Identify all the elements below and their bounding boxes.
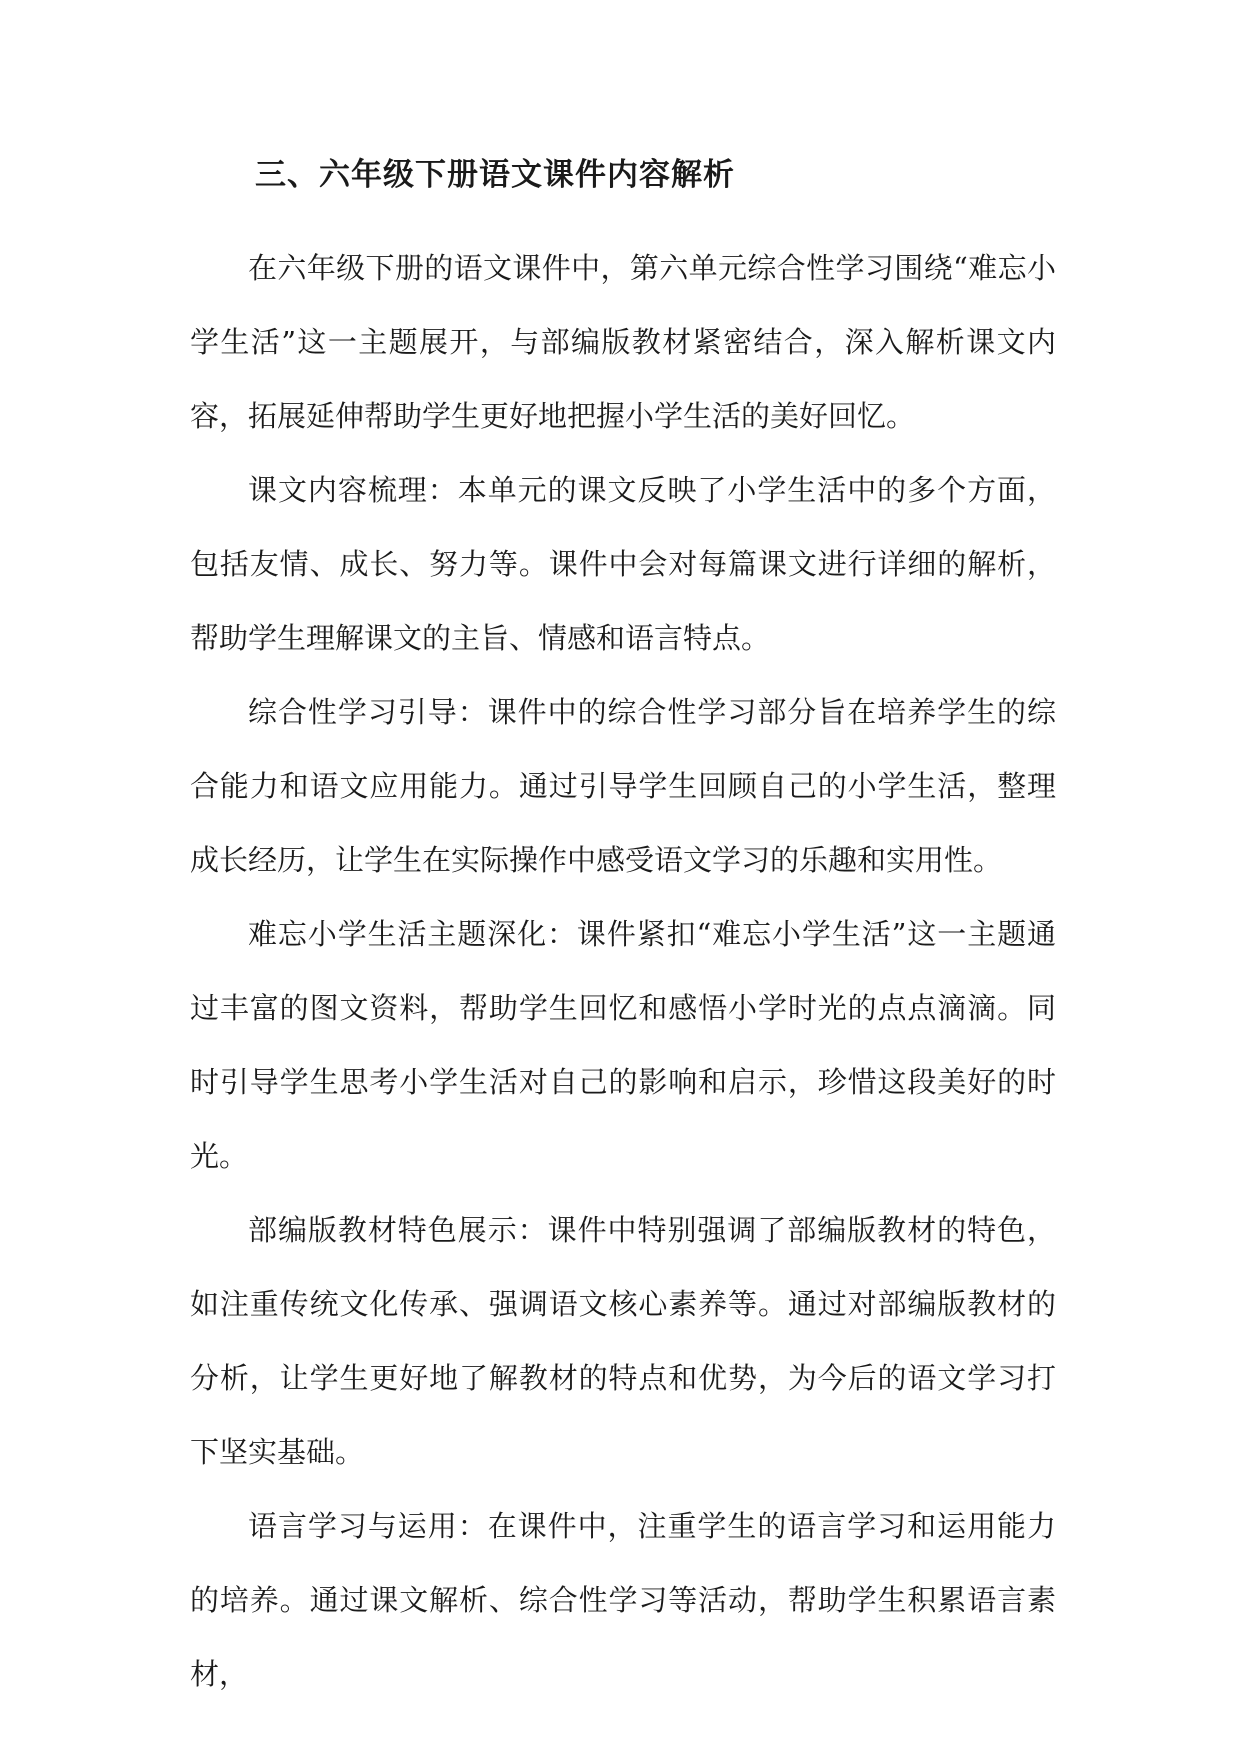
- paragraph-text-content: 课文内容梳理：本单元的课文反映了小学生活中的多个方面，包括友情、成长、努力等。课件中会对每篇课文进行详细的解析，帮助学生理解课文的主旨、情感和语言特点。: [190, 473, 1056, 655]
- body-text: [190, 231, 1056, 1711]
- paragraph-language-use: 语言学习与运用：在课件中，注重学生的语言学习和运用能力的培养。通过课文解析、综合性学习等活动，帮助学生积累语言素材，: [190, 1509, 1056, 1691]
- paragraph-intro: 在六年级下册的语文课件中，第六单元综合性学习围绕“难忘小学生活”这一主题展开，与部编版教材紧密结合，深入解析课文内容，拓展延伸帮助学生更好地把握小学生活的美好回忆。: [190, 251, 1056, 433]
- paragraph-theme-deepening: 难忘小学生活主题深化：课件紧扣“难忘小学生活”这一主题通过丰富的图文资料，帮助学生回忆和感悟小学时光的点点滴滴。同时引导学生思考小学生活对自己的影响和启示，珍惜这段美好的时光。: [190, 917, 1056, 1173]
- section-heading: 三、六年级下册语文课件内容解析: [255, 157, 735, 193]
- paragraph-comprehensive-learning: 综合性学习引导：课件中的综合性学习部分旨在培养学生的综合能力和语文应用能力。通过引导学生回顾自己的小学生活，整理成长经历，让学生在实际操作中感受语文学习的乐趣和实用性。: [190, 695, 1056, 877]
- paragraph-textbook-features: 部编版教材特色展示：课件中特别强调了部编版教材的特色，如注重传统文化传承、强调语文核心素养等。通过对部编版教材的分析，让学生更好地了解教材的特点和优势，为今后的语文学习打下坚实基础。: [190, 1213, 1056, 1469]
